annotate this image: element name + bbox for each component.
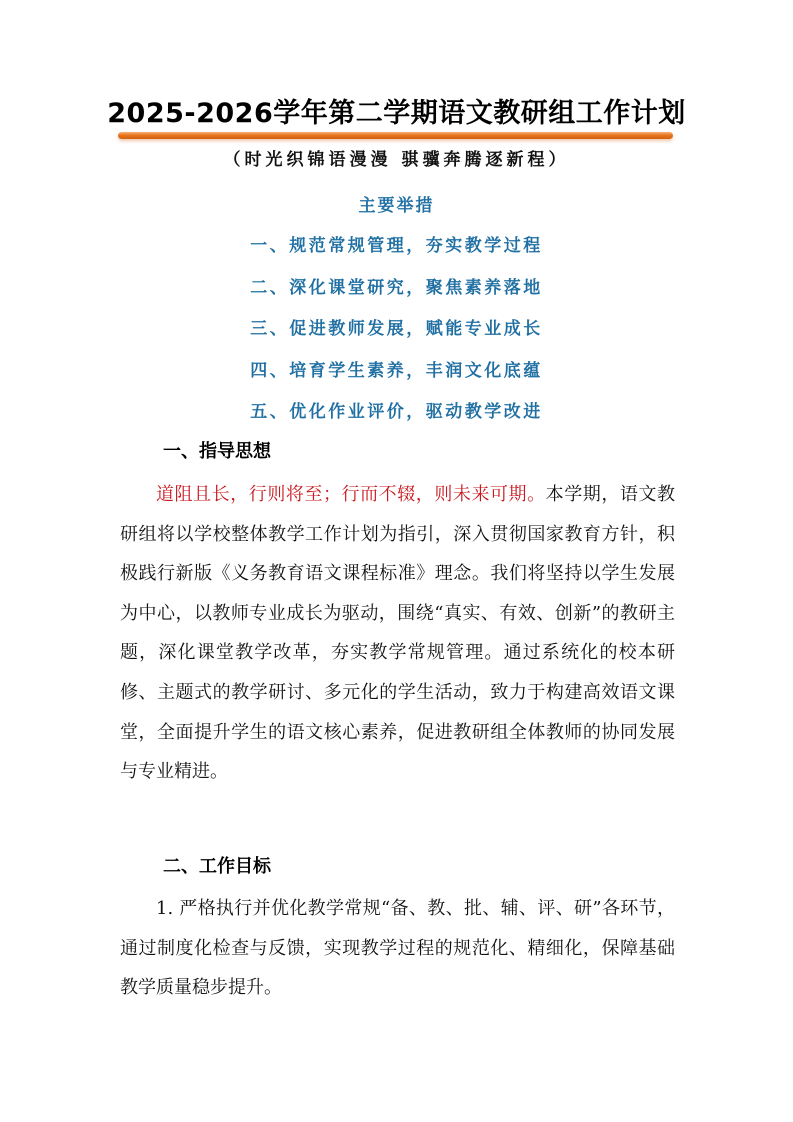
document-subtitle: （时光织锦语漫漫 骐骥奔腾逐新程）: [223, 150, 570, 170]
work-goal-item-1: 1. 严格执行并优化教学常规“备、教、批、辅、评、研”各环节，通过制度化检查与反馈，实现教学过程的规范化、精细化，保障基础教学质量稳步提升。: [120, 898, 675, 999]
main-measures-heading: 主要举措: [358, 196, 435, 216]
document-title: 2025-2026学年第二学期语文教研组工作计划: [107, 98, 686, 129]
section-heading-work-goals: 二、工作目标: [163, 856, 271, 877]
title-underline-decoration: [118, 132, 673, 139]
measure-item-3: 三、促进教师发展，赋能专业成长: [250, 319, 543, 339]
guiding-ideology-paragraph: [120, 475, 675, 792]
highlight-quote: 道阻且长，行则将至；行而不辍，则未来可期。: [156, 484, 546, 505]
measure-item-4: 四、培育学生素养，丰润文化底蕴: [250, 360, 543, 381]
main-measures-list: [0, 192, 793, 440]
guiding-ideology-body: 本学期，语文教研组将以学校整体教学工作计划为指引，深入贯彻国家教育方针，积极践行新版《义务教育语文课程标准》理念。我们将坚持以学生发展为中心，以教师专业成长为驱动，围绕“真实、有效、创新”的教研主题，深化课堂教学改革，夯实教学常规管理。通过系统化的校本研修、主题式的教学研讨、多元化的学生活动，致力于构建高效语文课堂，全面提升学生的语文核心素养，促进教研组全体教师的协同发展与专业精进。: [120, 484, 676, 783]
measure-item-1: 一、规范常规管理，夯实教学过程: [250, 236, 543, 256]
measure-item-5: 五、优化作业评价，驱动教学改进: [250, 402, 543, 422]
measure-item-2: 二、深化课堂研究，聚焦素养落地: [250, 277, 543, 298]
section-heading-guiding-ideology: 一、指导思想: [163, 441, 271, 462]
